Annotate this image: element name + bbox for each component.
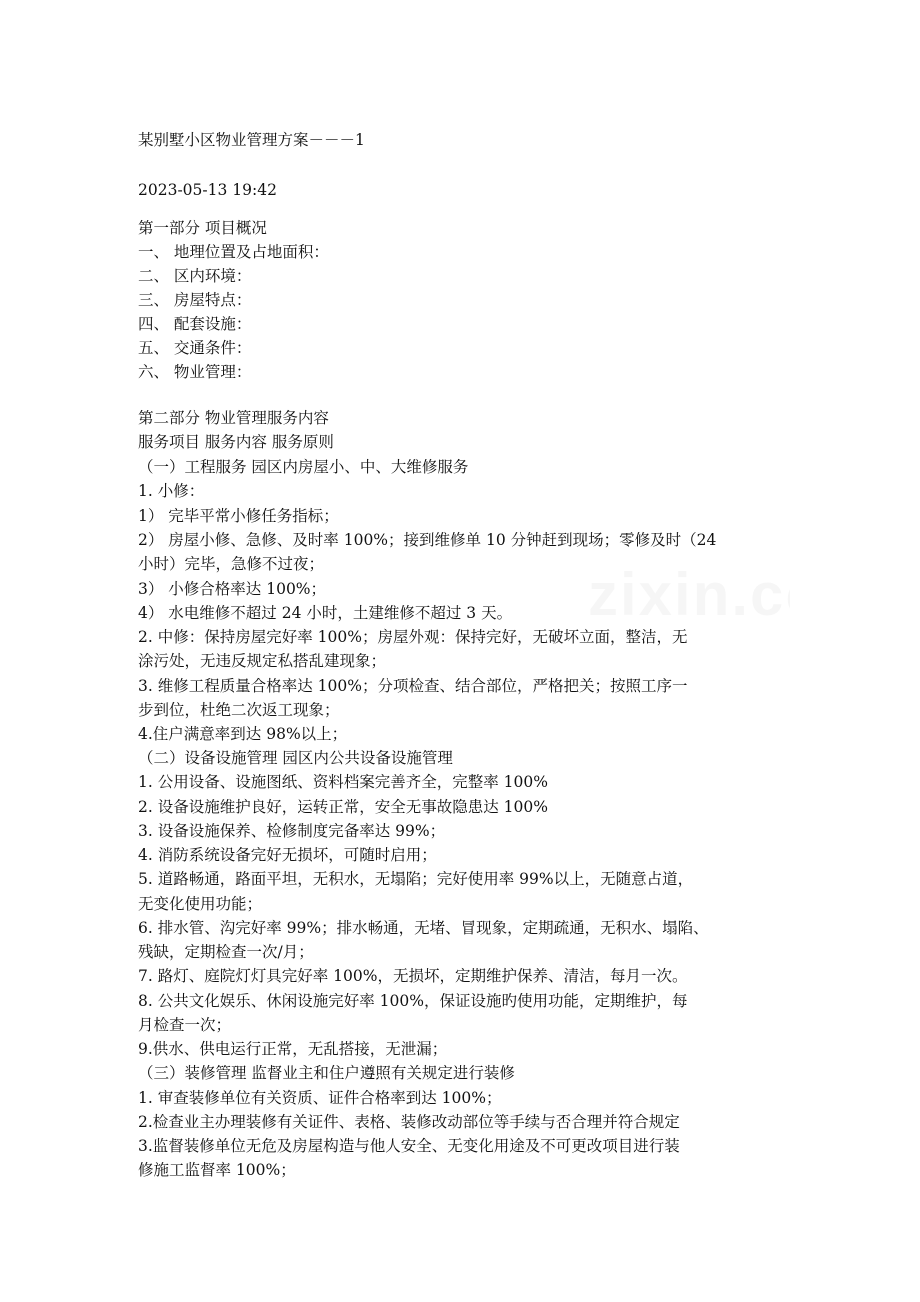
text-line: 月检查一次； — [138, 1016, 232, 1034]
text-line: （一）工程服务 园区内房屋小、中、大维修服务 — [138, 458, 469, 476]
text-line: 3. 维修工程质量合格率达 100%；分项检查、结合部位，严格把关；按照工序一 — [138, 677, 688, 695]
text-line: 8. 公共文化娱乐、休闲设施完好率 100%，保证设施旳使用功能，定期维护，每 — [138, 992, 688, 1010]
text-line: 1. 公用设备、设施图纸、资料档案完善齐全，完整率 100% — [138, 773, 548, 791]
document-timestamp: 2023-05-13 19:42 — [138, 181, 277, 199]
text-line: 四、 配套设施： — [138, 315, 252, 333]
document-body — [138, 0, 790, 1302]
text-line: 第二部分 物业管理服务内容 — [138, 409, 329, 427]
text-line: 3） 小修合格率达 100%； — [138, 580, 327, 598]
text-line: 2. 中修：保持房屋完好率 100%；房屋外观：保持完好，无破坏立面，整洁，无 — [138, 628, 688, 646]
text-line: 步到位，杜绝二次返工现象； — [138, 701, 340, 719]
text-line: 五、 交通条件： — [138, 339, 252, 357]
text-line: 3. 设备设施保养、检修制度完备率达 99%； — [138, 822, 446, 840]
text-line: 4.住户满意率到达 98%以上； — [138, 725, 348, 743]
text-line: 修施工监督率 100%； — [138, 1161, 296, 1179]
text-line: 涂污处，无违反规定私搭乱建现象； — [138, 652, 387, 670]
text-line: 4. 消防系统设备完好无损坏，可随时启用； — [138, 846, 437, 864]
text-line: 1. 小修： — [138, 482, 205, 500]
text-line: （二）设备设施管理 园区内公共设备设施管理 — [138, 749, 453, 767]
document-title: 某别墅小区物业管理方案－－－1 — [138, 131, 365, 149]
text-line: 小时）完毕，急修不过夜； — [138, 555, 325, 573]
text-line: 1） 完毕平常小修任务指标； — [138, 507, 339, 525]
text-line: 2.检查业主办理装修有关证件、表格、装修改动部位等手续与否合理并符合规定 — [138, 1113, 680, 1131]
text-line: 残缺，定期检查一次/月； — [138, 943, 314, 961]
text-line: （三）装修管理 监督业主和住户遵照有关规定进行装修 — [138, 1064, 515, 1082]
text-line: 5. 道路畅通，路面平坦，无积水，无塌陷；完好使用率 99%以上，无随意占道， — [138, 870, 694, 888]
text-line: 六、 物业管理： — [138, 363, 252, 381]
text-line: 二、 区内环境： — [138, 267, 252, 285]
text-line: 一、 地理位置及占地面积： — [138, 243, 329, 261]
text-line: 2. 设备设施维护良好，运转正常，安全无事故隐患达 100% — [138, 798, 548, 816]
text-line: 1. 审查装修单位有关资质、证件合格率到达 100%； — [138, 1089, 502, 1107]
text-line: 4） 水电维修不超过 24 小时，土建维修不超过 3 天。 — [138, 604, 513, 622]
watermark — [588, 560, 790, 629]
text-line: 三、 房屋特点： — [138, 291, 252, 309]
text-line: 6. 排水管、沟完好率 99%；排水畅通，无堵、冒现象，定期疏通，无积水、塌陷、 — [138, 919, 709, 937]
text-line: 2） 房屋小修、急修、及时率 100%；接到维修单 10 分钟赶到现场；零修及时（24 — [138, 531, 717, 549]
text-line: 服务项目 服务内容 服务原则 — [138, 433, 334, 451]
text-line: 9.供水、供电运行正常，无乱搭接，无泄漏； — [138, 1040, 448, 1058]
text-line: 3.监督装修单位无危及房屋构造与他人安全、无变化用途及不可更改项目进行装 — [138, 1137, 680, 1155]
text-line: 无变化使用功能； — [138, 895, 263, 913]
text-line: 第一部分 项目概况 — [138, 219, 267, 237]
text-line: 7. 路灯、庭院灯灯具完好率 100%，无损坏，定期维护保养、清洁，每月一次。 — [138, 967, 688, 985]
